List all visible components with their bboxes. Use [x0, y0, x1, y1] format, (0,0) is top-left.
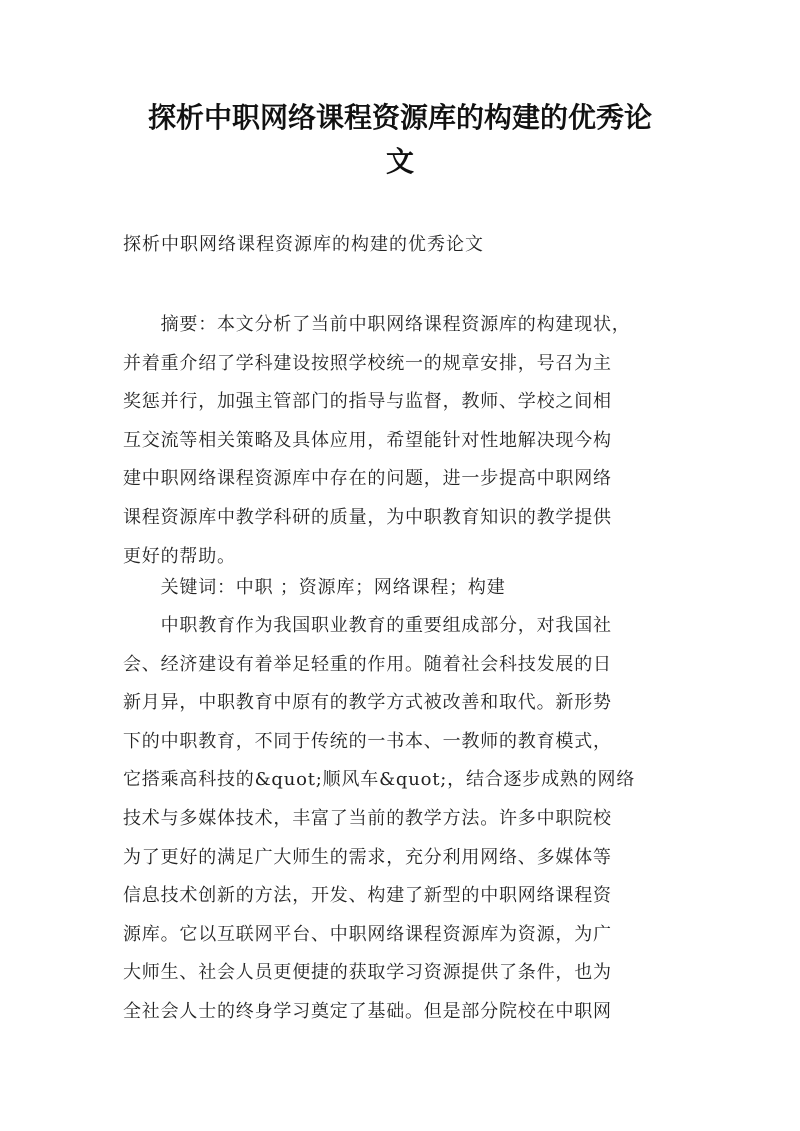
document-title — [100, 96, 700, 184]
abstract-line: 互交流等相关策略及具体应用，希望能针对性地解决现今构 — [123, 429, 612, 451]
abstract-line: 建中职网络课程资源库中存在的问题，进一步提高中职网络 — [123, 468, 612, 490]
body-line: 会、经济建设有着举足轻重的作用。随着社会科技发展的日 — [123, 653, 612, 675]
abstract-line: 更好的帮助。 — [123, 545, 236, 567]
title-line-2: 文 — [385, 145, 414, 178]
body-line: 下的中职教育，不同于传统的一书本、一教师的教育模式， — [123, 730, 612, 752]
abstract-line: 并着重介绍了学科建设按照学校统一的规章安排，号召为主 — [123, 352, 612, 374]
body-line: 全社会人士的终身学习奠定了基础。但是部分院校在中职网 — [123, 1000, 612, 1022]
body-line: 为了更好的满足广大师生的需求，充分利用网络、多媒体等 — [123, 846, 612, 868]
body-paragraph — [123, 607, 683, 1032]
title-line-1: 探析中职网络课程资源库的构建的优秀论 — [147, 101, 652, 134]
body-line: 源库。它以互联网平台、中职网络课程资源库为资源，为广 — [123, 923, 612, 945]
body-line: 新月异，中职教育中原有的教学方式被改善和取代。新形势 — [123, 692, 612, 714]
keywords-paragraph — [123, 569, 683, 608]
abstract-paragraph — [123, 306, 683, 576]
body-line: 大师生、社会人员更便捷的获取学习资源提供了条件，也为 — [123, 962, 612, 984]
document-subtitle: 探析中职网络课程资源库的构建的优秀论文 — [123, 234, 484, 255]
body-line: 它搭乘高科技的&quot;顺风车&quot;，结合逐步成熟的网络 — [123, 769, 636, 791]
abstract-line: 课程资源库中教学科研的质量，为中职教育知识的教学提供 — [123, 506, 612, 528]
body-line: 技术与多媒体技术，丰富了当前的教学方法。许多中职院校 — [123, 807, 612, 829]
abstract-line: 奖惩并行，加强主管部门的指导与监督，教师、学校之间相 — [123, 391, 612, 413]
body-line: 信息技术创新的方法，开发、构建了新型的中职网络课程资 — [123, 885, 612, 907]
abstract-line: 摘要：本文分析了当前中职网络课程资源库的构建现状， — [123, 314, 631, 335]
keywords-line: 关键词：中职 ；资源库；网络课程；构建 — [123, 577, 506, 598]
body-line: 中职教育作为我国职业教育的重要组成部分，对我国社 — [123, 615, 612, 636]
